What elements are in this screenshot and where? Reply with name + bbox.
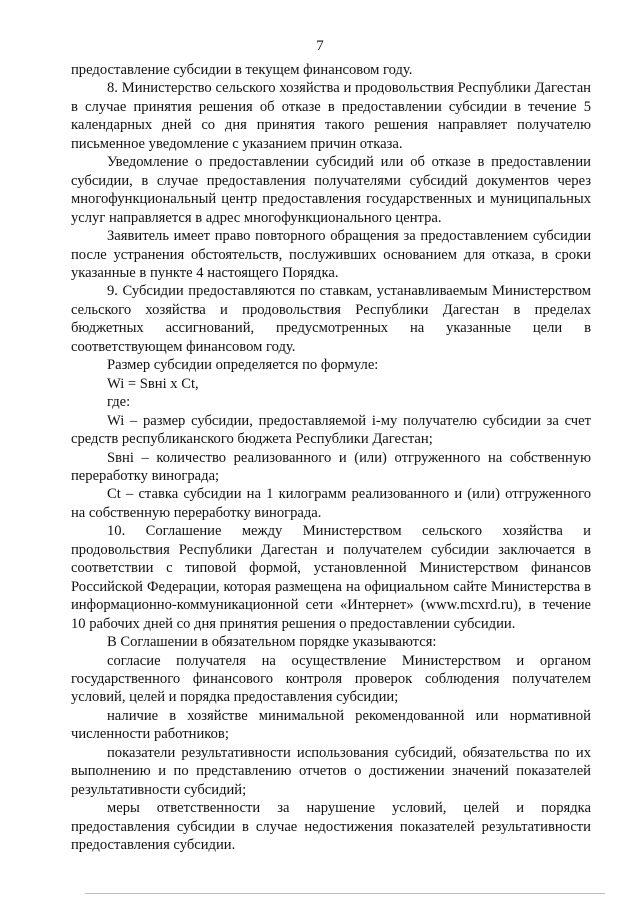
paragraph-agreement-consent: согласие получателя на осуществление Министерством и органом государственного финансового контроля проверок соблюдения получателем условий, целей и порядка предоставления субсидии;: [71, 652, 591, 706]
paragraph-agreement-liability: меры ответственности за нарушение условий, целей и порядка предоставления субсидии в случае недостижения показателей результативности предоставления субсидии.: [71, 800, 591, 854]
page-bottom-rule: [85, 893, 605, 894]
paragraph-clause-10: 10. Соглашение между Министерством сельского хозяйства и продовольствия Республики Дагестан и получателем субсидии заключается в соответствии с типовой формой, установленной Министерством финансов Российской Федерации, которая размещена на официальном сайте Министерства в информационно-коммуникационной сети «Интернет» (www.mcxrd.ru), в течение 10 рабочих дней со дня принятия решения о предоставлении субсидии.: [71, 523, 591, 632]
paragraph-formula-intro: Размер субсидии определяется по формуле:: [107, 357, 379, 374]
paragraph-agreement-intro: В Соглашении в обязательном порядке указываются:: [107, 634, 437, 651]
paragraph-formula: Wi = Sвнi х Ct,: [107, 375, 199, 392]
paragraph-agreement-indicators: показатели результативности использования субсидий, обязательства по их выполнению и по представлению отчетов о достижении значений показателей результативности субсидий;: [71, 744, 591, 798]
paragraph-clause-8: 8. Министерство сельского хозяйства и продовольствия Республики Дагестан в случае принятия решения об отказе в предоставлении субсидии в течение 5 календарных дней со дня принятия такого решения направляет получателю письменное уведомление с указанием причин отказа.: [71, 80, 591, 152]
page-number: 7: [316, 38, 324, 54]
paragraph-notification: Уведомление о предоставлении субсидий или об отказе в предоставлении субсидии, в случае предоставления получателями субсидий документов через многофункциональный центр предоставления государственных и муниципальных услуг направляется в адрес многофункционального центра.: [71, 154, 591, 226]
paragraph-reapplication: Заявитель имеет право повторного обращения за предоставлением субсидии после устранения обстоятельств, послуживших основанием для отказа, в сроки указанные в пункте 4 настоящего Порядка.: [71, 228, 591, 281]
document-body: [71, 61, 591, 854]
paragraph-def-wi: Wi – размер субсидии, предоставляемой i-му получателю субсидии за счет средств республиканского бюджета Республики Дагестан;: [71, 412, 591, 448]
paragraph-agreement-staff: наличие в хозяйстве минимальной рекомендованной или нормативной численности работников;: [71, 707, 591, 743]
paragraph-clause-9: 9. Субсидии предоставляются по ставкам, устанавливаемым Министерством сельского хозяйства и продовольствия Республики Дагестан в пределах бюджетных ассигнований, предусмотренных на указанные цели в соответствующем финансовом году.: [71, 283, 591, 355]
paragraph-where: где:: [107, 394, 131, 411]
paragraph-def-svni: Sвнi – количество реализованного и (или) отгруженного на собственную переработку винограда;: [71, 449, 591, 484]
paragraph-def-ct: Ct – ставка субсидии на 1 килограмм реализованного и (или) отгруженного на собственную переработку винограда.: [71, 486, 591, 521]
paragraph-continuation: предоставление субсидии в текущем финансовом году.: [71, 62, 413, 78]
